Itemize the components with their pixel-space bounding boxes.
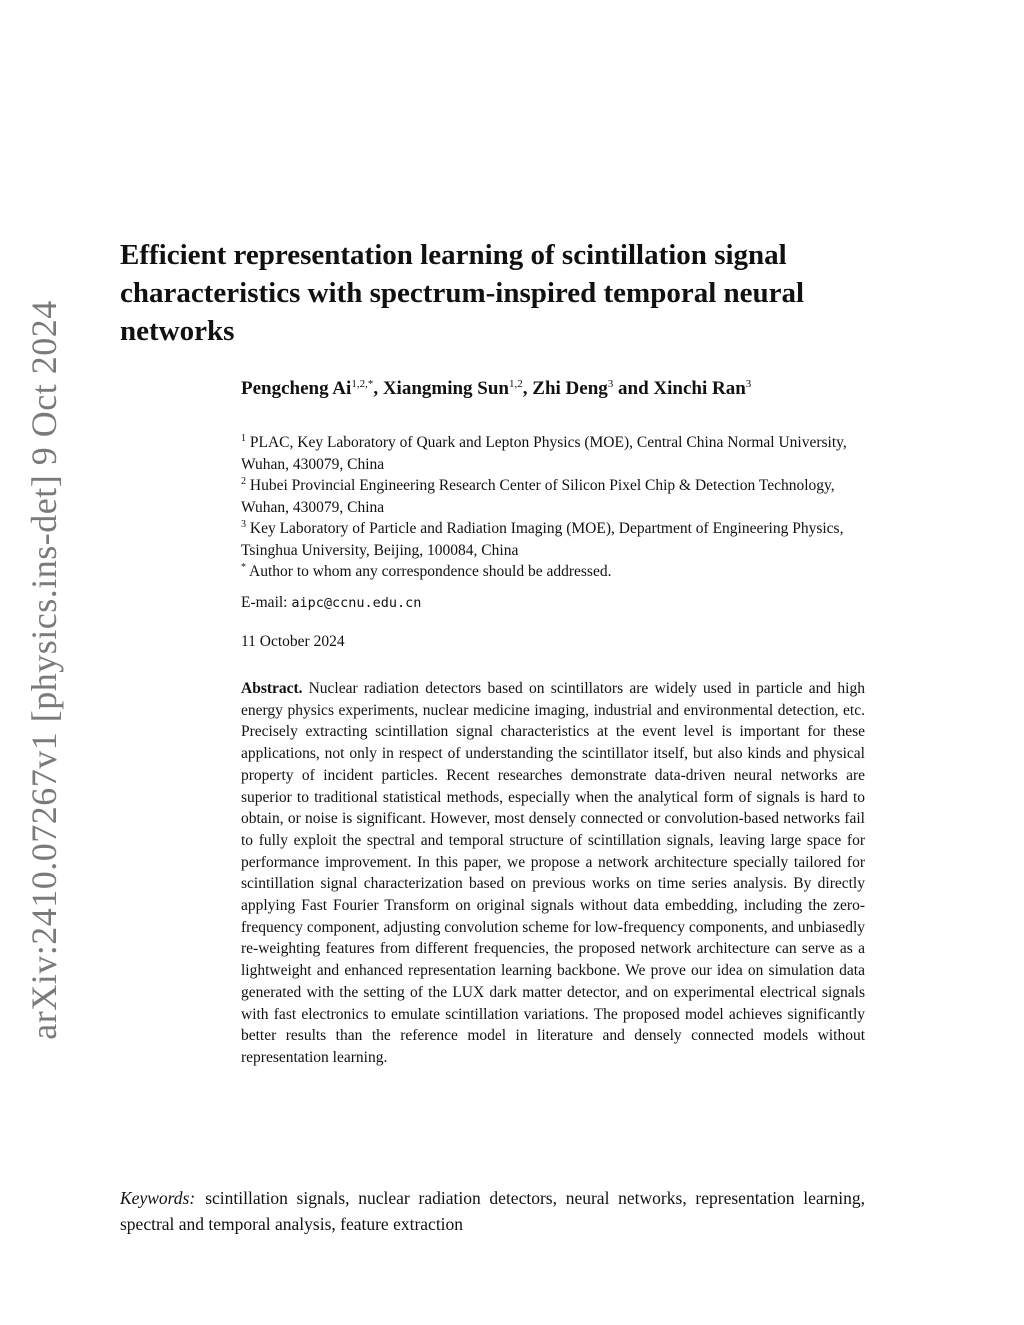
affiliation: $^3$ Key Laboratory of Particle and Radiation Imaging (MOE), Department of Engineering Physics, Tsinghua University, Beijing, 100084, China [241, 519, 844, 559]
abstract [241, 678, 865, 1069]
paper-date: 11 October 2024 [241, 633, 345, 650]
email-line [241, 592, 421, 614]
keywords [120, 1185, 865, 1237]
paper-title: Efficient representation learning of scintillation signal characteristics with spectrum-inspired temporal neural networks [120, 239, 805, 347]
arxiv-identifier: arXiv:2410.07267v1 [physics.ins-det] 9 Oct 2024 [24, 300, 64, 1040]
affiliation: $^1$ PLAC, Key Laboratory of Quark and Lepton Physics (MOE), Central China Normal University, Wuhan, 430079, China [241, 433, 847, 473]
affiliation: $^2$ Hubei Provincial Engineering Research Center of Silicon Pixel Chip & Detection Technology, Wuhan, 430079, China [241, 476, 835, 516]
email-address[interactable]: aipc@ccnu.edu.cn [291, 595, 422, 611]
author: Xinchi Ran$^3$ [653, 378, 752, 399]
abstract-text: Nuclear radiation detectors based on scintillators are widely used in particle and high energy physics experiments, nuclear medicine imaging, industrial and environmental detection, etc. Precisely extracting scintillation signal characteristics at the event level is important for these applications, not only in respect of understanding the scintillator itself, but also kinds and physical property of incident particles. Recent researches demonstrate data-driven neural networks are superior to traditional statistical methods, especially when the analytical form of signals is hard to obtain, or noise is significant. However, most densely connected or convolution-based networks fail to fully exploit the spectral and temporal structure of scintillation signals, leaving large space for performance improvement. In this paper, we propose a network architecture specially tailored for scintillation signal characterization based on previous works on time series analysis. By directly applying Fast Fourier Transform on original signals without data embedding, including the zero-frequency component, adjusting convolution scheme for low-frequency components, and unbiasedly re-weighting features from different frequencies, the proposed network architecture can serve as a lightweight and enhanced representation learning backbone. We prove our idea on simulation data generated with the setting of the LUX dark matter detector, and on experimental electrical signals with fast electronics to emulate scintillation variations. The proposed model achieves significantly better results than the reference model in literature and densely connected models without representation learning. [241, 680, 865, 1066]
author: Pengcheng $Ai^{1,2,*}$ [241, 378, 374, 399]
correspondence-note: * Author to whom any correspondence should be addressed. [241, 562, 612, 580]
email-label: E-mail: [241, 594, 288, 611]
abstract-label: Abstract. [241, 680, 303, 697]
author: Zhi Deng$^3$ [532, 378, 614, 399]
author-list: Pengcheng $Ai^{1,2,*}$, Xiangming Sun$^{1,2}$, Zhi Deng$^3$ and Xinchi Ran$^3$ [241, 378, 752, 399]
keywords-text: scintillation signals, nuclear radiation detectors, neural networks, representation learning, spectral and temporal analysis, feature extraction [120, 1188, 865, 1234]
affiliations [241, 432, 861, 583]
keywords-label: Keywords: [120, 1188, 196, 1208]
author: Xiangming Sun$^{1,2}$ [382, 378, 523, 399]
